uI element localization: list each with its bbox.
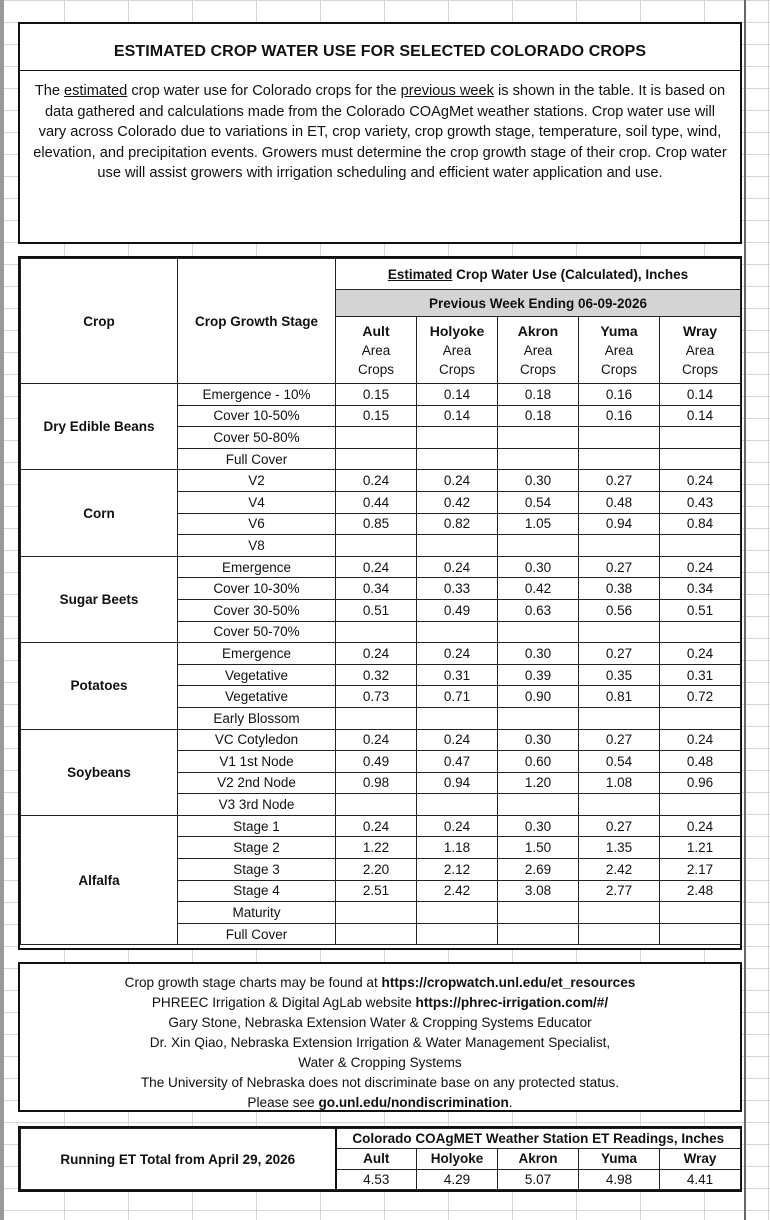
footer-text: Crop growth stage charts may be found at [124, 975, 382, 990]
water-use-value: 2.42 [417, 880, 498, 902]
water-use-value: 0.84 [660, 513, 741, 535]
water-use-value: 0.31 [660, 664, 741, 686]
sheet-left-edge [0, 0, 4, 1220]
growth-stage: Stage 2 [178, 837, 336, 859]
et-location: Akron [498, 1149, 579, 1169]
water-use-value [498, 535, 579, 557]
growth-stage: Cover 30-50% [178, 599, 336, 621]
water-use-value: 0.14 [660, 384, 741, 406]
intro-text-a: The [34, 83, 65, 99]
water-use-value: 2.51 [336, 880, 417, 902]
water-use-value [579, 427, 660, 449]
water-use-value: 0.30 [498, 470, 579, 492]
water-use-value: 0.82 [417, 513, 498, 535]
water-use-value: 0.39 [498, 664, 579, 686]
growth-stage: Cover 10-30% [178, 578, 336, 600]
water-use-value: 3.08 [498, 880, 579, 902]
location-header [660, 317, 741, 384]
water-use-value: 0.24 [417, 815, 498, 837]
water-use-value [417, 621, 498, 643]
water-use-value: 1.18 [417, 837, 498, 859]
water-use-value: 0.18 [498, 384, 579, 406]
water-use-value: 2.77 [579, 880, 660, 902]
crop-name: Potatoes [21, 643, 178, 729]
footer-notes [20, 964, 740, 1113]
water-use-value: 2.42 [579, 859, 660, 881]
cropwatch-link[interactable]: https://cropwatch.unl.edu/et_resources [381, 975, 636, 990]
title-row [20, 34, 740, 71]
water-use-value: 2.20 [336, 859, 417, 881]
footer-line-charts [20, 973, 740, 993]
crop-name: Alfalfa [21, 815, 178, 945]
water-use-value: 0.60 [498, 751, 579, 773]
water-use-value: 0.34 [660, 578, 741, 600]
water-use-value [417, 923, 498, 945]
water-use-value: 0.24 [660, 643, 741, 665]
water-use-value: 0.24 [660, 470, 741, 492]
water-use-value: 0.24 [336, 643, 417, 665]
location-crops: Crops [600, 361, 637, 377]
water-use-value: 1.50 [498, 837, 579, 859]
water-use-value: 0.30 [498, 556, 579, 578]
water-use-value: 0.24 [417, 643, 498, 665]
water-use-value: 0.49 [336, 751, 417, 773]
water-use-value [660, 448, 741, 470]
intro-text-c: crop water use for Colorado crops for the [127, 83, 401, 99]
et-value: 4.29 [417, 1169, 498, 1189]
footer-text: PHREEC Irrigation & Digital AgLab website [151, 995, 416, 1010]
growth-stage: Cover 50-70% [178, 621, 336, 643]
location-name: Akron [517, 322, 559, 339]
table-row [21, 729, 741, 751]
location-name: Ault [362, 322, 390, 339]
footer-line-stone: Gary Stone, Nebraska Extension Water & Cropping Systems Educator [168, 1015, 592, 1030]
intro-text-previous-week: previous week [400, 83, 494, 99]
stage-header: Crop Growth Stage [178, 259, 336, 384]
growth-stage: Vegetative [178, 664, 336, 686]
water-use-value: 0.34 [336, 578, 417, 600]
growth-stage: Stage 1 [178, 815, 336, 837]
growth-stage: V8 [178, 535, 336, 557]
water-use-value: 0.54 [498, 491, 579, 513]
growth-stage: V3 3rd Node [178, 794, 336, 816]
water-use-value [336, 902, 417, 924]
estimated-header-rest: Crop Water Use (Calculated), Inches [452, 266, 689, 282]
water-use-value: 0.47 [417, 751, 498, 773]
water-use-value: 0.16 [579, 405, 660, 427]
growth-stage: Cover 50-80% [178, 427, 336, 449]
water-use-value: 0.35 [579, 664, 660, 686]
water-use-value: 2.17 [660, 859, 741, 881]
water-use-value: 1.08 [579, 772, 660, 794]
footer-line-systems: Water & Cropping Systems [298, 1055, 462, 1070]
growth-stage: Maturity [178, 902, 336, 924]
intro-text-estimated: estimated [64, 83, 128, 99]
growth-stage: Vegetative [178, 686, 336, 708]
water-use-value [336, 707, 417, 729]
footer-line-nondiscrimination: The University of Nebraska does not discriminate base on any protected status. [140, 1075, 620, 1090]
water-use-value: 0.44 [336, 491, 417, 513]
et-location: Ault [336, 1149, 417, 1169]
water-use-value: 0.24 [336, 470, 417, 492]
water-use-value [336, 923, 417, 945]
water-use-value: 2.69 [498, 859, 579, 881]
crop-water-table [20, 258, 741, 945]
water-use-value [336, 794, 417, 816]
water-use-value [336, 621, 417, 643]
water-use-value: 0.38 [579, 578, 660, 600]
location-area: Area [685, 342, 715, 358]
water-use-value: 0.48 [660, 751, 741, 773]
water-use-value: 0.51 [660, 599, 741, 621]
water-use-value [579, 707, 660, 729]
growth-stage: Cover 10-50% [178, 405, 336, 427]
growth-stage: VC Cotyledon [178, 729, 336, 751]
footer-line-qiao: Dr. Xin Qiao, Nebraska Extension Irrigation & Water Management Specialist, [149, 1035, 611, 1050]
footer-line-see [20, 1093, 740, 1113]
water-use-value [660, 535, 741, 557]
et-readings-header: Colorado COAgMET Weather Station ET Readings, Inches [336, 1129, 741, 1149]
table-row [21, 556, 741, 578]
location-header [336, 317, 417, 384]
nondiscrimination-link[interactable]: go.unl.edu/nondiscrimination [318, 1095, 509, 1110]
water-use-value: 0.73 [336, 686, 417, 708]
water-use-value [498, 902, 579, 924]
water-use-value [336, 448, 417, 470]
intro-text-e: is shown in the table. It is based on data gathered and calculations made from the Colorado COAgMet weather stations. Crop water use will vary across Colorado due to variations in ET, crop variety, crop growth stage, temperature, soil type, wind, elevation, and precipitation events. Growers must determine the crop growth stage of their crop. Crop water use will assist growers with irrigation scheduling and efficient water application and use. [33, 83, 727, 181]
location-crops: Crops [682, 361, 719, 377]
water-use-value [498, 621, 579, 643]
water-use-value: 0.27 [579, 729, 660, 751]
growth-stage: V1 1st Node [178, 751, 336, 773]
water-use-value: 0.98 [336, 772, 417, 794]
water-use-value [498, 427, 579, 449]
location-crops: Crops [519, 361, 556, 377]
location-header [417, 317, 498, 384]
sheet-right-edge [744, 0, 746, 1220]
water-use-value [579, 794, 660, 816]
footer-notes-box [18, 962, 742, 1112]
water-use-value [660, 707, 741, 729]
water-use-value: 0.24 [336, 815, 417, 837]
crop-name: Soybeans [21, 729, 178, 815]
et-location: Yuma [579, 1149, 660, 1169]
et-value: 4.53 [336, 1169, 417, 1189]
water-use-value: 0.72 [660, 686, 741, 708]
crop-name: Sugar Beets [21, 556, 178, 642]
growth-stage: Full Cover [178, 923, 336, 945]
water-use-value: 0.18 [498, 405, 579, 427]
footer-text: Please see [247, 1095, 319, 1110]
growth-stage: Early Blossom [178, 707, 336, 729]
water-use-value [498, 794, 579, 816]
water-use-value [660, 902, 741, 924]
table-row [21, 384, 741, 406]
water-use-value: 0.63 [498, 599, 579, 621]
location-name: Yuma [600, 322, 638, 339]
water-use-value [579, 923, 660, 945]
water-use-value: 0.30 [498, 729, 579, 751]
water-use-value [498, 923, 579, 945]
water-use-value [660, 794, 741, 816]
water-use-value: 0.24 [336, 556, 417, 578]
water-use-value: 0.24 [417, 556, 498, 578]
water-use-value: 0.42 [417, 491, 498, 513]
water-use-value [417, 427, 498, 449]
water-use-value: 1.20 [498, 772, 579, 794]
et-location: Holyoke [417, 1149, 498, 1169]
water-use-value: 1.05 [498, 513, 579, 535]
crop-water-table-box [18, 256, 742, 950]
growth-stage: V2 [178, 470, 336, 492]
water-use-value [660, 621, 741, 643]
water-use-value: 0.15 [336, 405, 417, 427]
water-use-value [498, 707, 579, 729]
water-use-value: 0.14 [417, 405, 498, 427]
water-use-value: 0.24 [336, 729, 417, 751]
water-use-value: 0.56 [579, 599, 660, 621]
water-use-value [498, 448, 579, 470]
estimated-header-underlined: Estimated [387, 266, 453, 282]
water-use-value: 0.48 [579, 491, 660, 513]
location-header [579, 317, 660, 384]
growth-stage: Stage 4 [178, 880, 336, 902]
water-use-value: 1.21 [660, 837, 741, 859]
location-area: Area [523, 342, 553, 358]
location-area: Area [442, 342, 472, 358]
previous-week-header: Previous Week Ending 06-09-2026 [336, 290, 741, 317]
location-area: Area [361, 342, 391, 358]
growth-stage: Stage 3 [178, 859, 336, 881]
location-name: Holyoke [429, 322, 485, 339]
intro-paragraph [20, 71, 740, 194]
growth-stage: V4 [178, 491, 336, 513]
et-location: Wray [660, 1149, 741, 1169]
water-use-value: 0.14 [660, 405, 741, 427]
water-use-value: 0.42 [498, 578, 579, 600]
water-use-value [660, 923, 741, 945]
water-use-value [579, 621, 660, 643]
location-header [498, 317, 579, 384]
growth-stage: V6 [178, 513, 336, 535]
location-area: Area [604, 342, 634, 358]
water-use-value: 0.24 [660, 556, 741, 578]
water-use-value: 0.96 [660, 772, 741, 794]
water-use-value [417, 794, 498, 816]
water-use-value [336, 535, 417, 557]
water-use-value: 0.32 [336, 664, 417, 686]
water-use-value: 0.24 [417, 470, 498, 492]
water-use-value: 0.27 [579, 815, 660, 837]
water-use-value: 0.33 [417, 578, 498, 600]
water-use-value: 0.81 [579, 686, 660, 708]
intro-box [18, 22, 742, 244]
water-use-value: 1.35 [579, 837, 660, 859]
water-use-value: 0.94 [417, 772, 498, 794]
water-use-value: 0.24 [660, 729, 741, 751]
estimated-header [336, 259, 741, 290]
growth-stage: Emergence - 10% [178, 384, 336, 406]
water-use-value: 0.30 [498, 643, 579, 665]
water-use-value: 0.94 [579, 513, 660, 535]
water-use-value: 0.71 [417, 686, 498, 708]
water-use-value [336, 427, 417, 449]
water-use-value: 0.14 [417, 384, 498, 406]
water-use-value: 0.16 [579, 384, 660, 406]
table-row [21, 643, 741, 665]
growth-stage: Full Cover [178, 448, 336, 470]
water-use-value: 2.48 [660, 880, 741, 902]
crop-name: Dry Edible Beans [21, 384, 178, 470]
water-use-value: 0.27 [579, 470, 660, 492]
water-use-value [660, 427, 741, 449]
water-use-value: 1.22 [336, 837, 417, 859]
running-et-label: Running ET Total from April 29, 2026 [21, 1129, 336, 1190]
growth-stage: Emergence [178, 643, 336, 665]
water-use-value: 0.24 [417, 729, 498, 751]
water-use-value [579, 902, 660, 924]
crop-name: Corn [21, 470, 178, 556]
water-use-value [417, 707, 498, 729]
location-crops: Crops [438, 361, 475, 377]
location-name: Wray [683, 322, 717, 339]
growth-stage: Emergence [178, 556, 336, 578]
water-use-value: 0.15 [336, 384, 417, 406]
water-use-value: 0.85 [336, 513, 417, 535]
footer-text: . [508, 1095, 513, 1110]
location-crops: Crops [357, 361, 394, 377]
water-use-value [579, 448, 660, 470]
water-use-value [579, 535, 660, 557]
running-et-box [18, 1126, 742, 1192]
page-title: ESTIMATED CROP WATER USE FOR SELECTED COLORADO CROPS [113, 43, 647, 60]
et-value: 4.41 [660, 1169, 741, 1189]
water-use-value: 0.90 [498, 686, 579, 708]
et-value: 4.98 [579, 1169, 660, 1189]
water-use-value: 0.49 [417, 599, 498, 621]
water-use-value [417, 902, 498, 924]
water-use-value [417, 448, 498, 470]
crop-header: Crop [21, 259, 178, 384]
running-et-table [20, 1128, 741, 1190]
water-use-value: 0.51 [336, 599, 417, 621]
water-use-value: 0.54 [579, 751, 660, 773]
table-row [21, 815, 741, 837]
water-use-value: 0.27 [579, 556, 660, 578]
water-use-value: 0.30 [498, 815, 579, 837]
phreec-link[interactable]: https://phrec-irrigation.com/#/ [415, 995, 609, 1010]
water-use-value: 0.31 [417, 664, 498, 686]
growth-stage: V2 2nd Node [178, 772, 336, 794]
water-use-value: 0.27 [579, 643, 660, 665]
et-value: 5.07 [498, 1169, 579, 1189]
water-use-value: 0.24 [660, 815, 741, 837]
table-row [21, 470, 741, 492]
water-use-value [417, 535, 498, 557]
footer-line-phreec [20, 993, 740, 1013]
water-use-value: 0.43 [660, 491, 741, 513]
water-use-value: 2.12 [417, 859, 498, 881]
